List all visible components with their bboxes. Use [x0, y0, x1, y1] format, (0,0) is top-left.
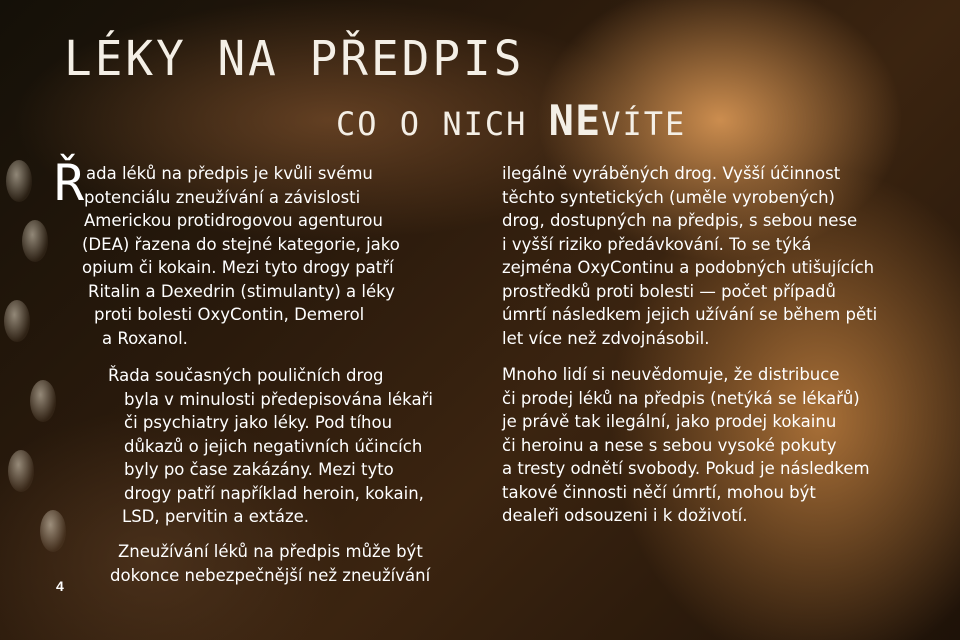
- drop-cap: Ř: [54, 154, 85, 212]
- text-line: Americkou protidrogovou agenturou: [84, 211, 383, 230]
- pill-decoration: [6, 160, 32, 202]
- subtitle-emphasis: NE: [548, 96, 602, 145]
- text-line: těchto syntetických (uměle vyrobených): [502, 187, 835, 207]
- text-line: byla v minulosti předepisována lékaři: [124, 389, 433, 409]
- text-line: proti bolesti OxyContin, Demerol: [94, 305, 365, 324]
- left-paragraph-3: [108, 540, 430, 587]
- page-number: 4: [56, 578, 64, 594]
- text-line: a tresty odnětí svobody. Pokud je následkem: [502, 459, 870, 478]
- pills-background-decoration: [0, 150, 90, 610]
- text-line: dokonce nebezpečnější než zneužívání: [110, 565, 431, 585]
- text-line: byly po čase zakázány. Mezi tyto: [124, 460, 394, 479]
- text-line: Mnoho lidí si neuvědomuje, že distribuce: [502, 365, 840, 384]
- pill-decoration: [4, 300, 30, 342]
- pill-decoration: [30, 380, 56, 422]
- text-line: potenciálu zneužívání a závislosti: [84, 187, 361, 207]
- subtitle-suffix: VÍTE: [601, 105, 687, 143]
- text-line: úmrtí následkem jejich užívání se během pěti: [502, 305, 878, 324]
- text-line: dealeři odsouzeni i k doživotí.: [502, 506, 748, 525]
- text-line: drog, dostupných na předpis, s sebou nese: [502, 211, 858, 230]
- left-paragraph-2: [108, 364, 433, 529]
- subtitle-prefix: CO O NICH: [336, 105, 549, 143]
- text-line: LSD, pervitin a extáze.: [122, 507, 309, 526]
- right-paragraph-2: [502, 363, 870, 528]
- text-line: opium či kokain. Mezi tyto drogy patří: [82, 258, 394, 277]
- pill-decoration: [8, 450, 34, 492]
- text-line: let více než zdvojnásobil.: [502, 328, 710, 348]
- text-line: Zneužívání léků na předpis může být: [118, 542, 423, 561]
- text-line: Ritalin a Dexedrin (stimulanty) a léky: [88, 281, 395, 301]
- page-title: LÉKY NA PŘEDPIS: [64, 30, 525, 87]
- text-line: je právě tak ilegální, jako prodej kokainu: [502, 412, 837, 431]
- text-line: ilegálně vyráběných drog. Vyšší účinnost: [502, 164, 841, 183]
- text-line: ada léků na předpis je kvůli svému: [86, 164, 373, 183]
- text-line: takové činnosti něčí úmrtí, mohou být: [502, 482, 816, 502]
- text-line: důkazů o jejich negativních účincích: [124, 436, 423, 456]
- text-line: či prodej léků na předpis (netýká se lékařů): [502, 388, 860, 408]
- text-line: či heroinu a nese s sebou vysoké pokuty: [502, 435, 837, 455]
- text-line: prostředků proti bolesti — počet případů: [502, 281, 836, 301]
- pill-decoration: [22, 220, 48, 262]
- text-line: (DEA) řazena do stejné kategorie, jako: [82, 234, 400, 254]
- pill-decoration: [40, 510, 66, 552]
- page-subtitle: [336, 96, 686, 145]
- text-line: a Roxanol.: [102, 328, 188, 348]
- text-line: či psychiatry jako léky. Pod tíhou: [124, 413, 393, 432]
- text-line: zejména OxyContinu a podobných utišujících: [502, 258, 875, 277]
- text-line: drogy patří například heroin, kokain,: [124, 483, 424, 503]
- text-line: i vyšší riziko předávkování. To se týká: [502, 234, 812, 254]
- right-paragraph-1: [502, 162, 877, 350]
- text-line: Řada současných pouličních drog: [108, 366, 384, 385]
- left-paragraph-1: [84, 162, 400, 350]
